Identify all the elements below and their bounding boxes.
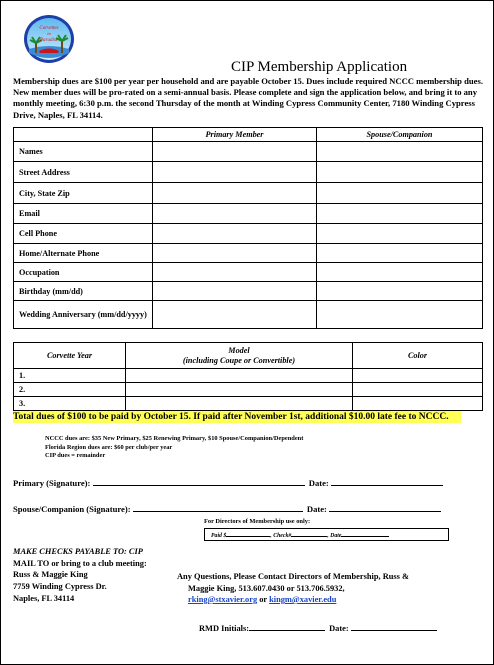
row-label-birthday: Birthday (mm/dd) [14,282,153,301]
contact-info [177,571,477,606]
member-info-table [13,127,483,329]
header-blank [14,128,153,142]
table-row [14,369,483,383]
rmd-initials-row [199,622,437,633]
paid-line[interactable] [226,531,270,537]
spouse-home-phone-field[interactable] [317,244,483,263]
row-label-home-phone: Home/Alternate Phone [14,244,153,263]
table-row [14,244,483,263]
table-row [14,224,483,244]
table-row [14,397,483,411]
primary-cell-field[interactable] [153,224,317,244]
row-label-cell: Cell Phone [14,224,153,244]
club-logo [23,13,75,65]
vehicle-row-number[interactable]: 2. [14,383,126,397]
spouse-occupation-field[interactable] [317,263,483,282]
spouse-city-field[interactable] [317,183,483,204]
header-spouse-companion: Spouse/Companion [317,128,483,142]
directors-date-line[interactable] [341,531,389,537]
primary-home-phone-field[interactable] [153,244,317,263]
primary-signature-label: Primary (Signature): [13,478,91,488]
table-row [14,162,483,183]
spouse-street-field[interactable] [317,162,483,183]
table-row [14,383,483,397]
payment-instructions [13,546,147,605]
primary-date-line[interactable] [331,477,443,486]
member-table-header [14,128,483,142]
directors-use-box: Paid $ , Check# , Date [204,528,449,541]
paid-label: Paid $ [211,533,227,539]
primary-signature-line[interactable] [93,477,305,486]
vehicle-table-header [14,343,483,369]
primary-city-field[interactable] [153,183,317,204]
header-corvette-year: Corvette Year [14,343,126,369]
header-model-sub: (including Coupe or Convertible) [182,355,296,365]
logo-text-3: Paradise [39,38,59,43]
spouse-anniversary-field[interactable] [317,301,483,329]
table-row [14,183,483,204]
primary-signature-row [13,477,443,488]
checks-payable: MAKE CHECKS PAYABLE TO: CIP [13,547,143,556]
directors-use-label: For Directors of Membership use only: [204,518,311,525]
row-label-anniversary: Wedding Anniversary (mm/dd/yyyy) [14,301,153,329]
spouse-date-line[interactable] [329,503,441,512]
rmd-initials-line[interactable] [249,622,325,631]
vehicle-model-field[interactable] [126,397,353,411]
spouse-email-field[interactable] [317,204,483,224]
table-row [14,301,483,329]
vehicle-row-number[interactable]: 3. [14,397,126,411]
spouse-signature-label: Spouse/Companion (Signature): [13,504,131,514]
spouse-signature-row [13,503,441,514]
email-link-rking[interactable]: rking@stxavier.org [188,595,258,604]
table-row [14,204,483,224]
vehicle-model-field[interactable] [126,369,353,383]
rmd-date-label: Date: [329,624,349,633]
directors-date-label: Date [330,533,342,539]
primary-date-label: Date: [308,478,329,488]
dues-florida: Florida Region dues are: $60 per club/per year [45,443,173,451]
dues-highlight: Total dues of $100 to be paid by October 15. If paid after November 1st, additional $10.00 late fee to NCCC. [13,411,461,423]
spouse-signature-line[interactable] [133,503,303,512]
primary-street-field[interactable] [153,162,317,183]
row-label-names: Names [14,142,153,162]
spouse-names-field[interactable] [317,142,483,162]
header-model [126,343,353,369]
dues-nccc: NCCC dues are: $35 New Primary, $25 Renewing Primary, $10 Spouse/Companion/Dependent [45,435,304,442]
email-link-kingm[interactable]: kingm@xavier.edu [269,595,337,604]
mail-city: Naples, FL 34114 [13,594,75,603]
vehicle-table [13,342,483,411]
row-label-city: City, State Zip [14,183,153,204]
page-title: CIP Membership Application [231,59,408,75]
header-primary-member: Primary Member [153,128,317,142]
table-row [14,263,483,282]
table-row [14,142,483,162]
primary-occupation-field[interactable] [153,263,317,282]
spouse-cell-field[interactable] [317,224,483,244]
vehicle-row-number[interactable]: 1. [14,369,126,383]
row-label-email: Email [14,204,153,224]
primary-email-field[interactable] [153,204,317,224]
contact-line-2: Maggie King, 513.607.0430 or 513.706.5932, [188,583,345,593]
vehicle-color-field[interactable] [353,397,483,411]
rmd-date-line[interactable] [351,622,437,631]
row-label-occupation: Occupation [14,263,153,282]
rmd-initials-label: RMD Initials: [199,624,250,633]
contact-line-1: Any Questions, Please Contact Directors of Membership, Russ & [177,572,409,581]
vehicle-model-field[interactable] [126,383,353,397]
logo-text-1: Corvettes [39,26,59,31]
header-model-title: Model [228,345,250,355]
mail-street: 7759 Winding Cypress Dr. [13,581,107,591]
intro-paragraph: Membership dues are $100 per year per household and are payable October 15. Dues include required NCCC membership dues. New member dues will be pro-rated on a semi-annual basis. Please complete and sign the application below, and bring it to any monthly meeting, 6:30 p.m. the second Thursday of the month at Winding Cypress Community Center, 7180 Winding Cypress Drive, Naples, FL 34114. [13,76,483,120]
vehicle-color-field[interactable] [353,383,483,397]
vehicle-color-field[interactable] [353,369,483,383]
mail-name: Russ & Maggie King [13,570,88,579]
primary-names-field[interactable] [153,142,317,162]
mail-to: MAIL TO or bring to a club meeting: [13,558,147,568]
check-label: Check# [273,533,292,539]
email-or: or [259,595,267,604]
primary-anniversary-field[interactable] [153,301,317,329]
contact-emails [177,594,477,606]
dues-cip: CIP dues = remainder [45,452,106,459]
spouse-birthday-field[interactable] [317,282,483,301]
check-line[interactable] [291,531,327,537]
primary-birthday-field[interactable] [153,282,317,301]
spouse-date-label: Date: [306,504,327,514]
header-color: Color [353,343,483,369]
dues-breakdown [45,435,303,461]
table-row [14,282,483,301]
row-label-street: Street Address [14,162,153,183]
logo-text-2: in [47,31,51,36]
